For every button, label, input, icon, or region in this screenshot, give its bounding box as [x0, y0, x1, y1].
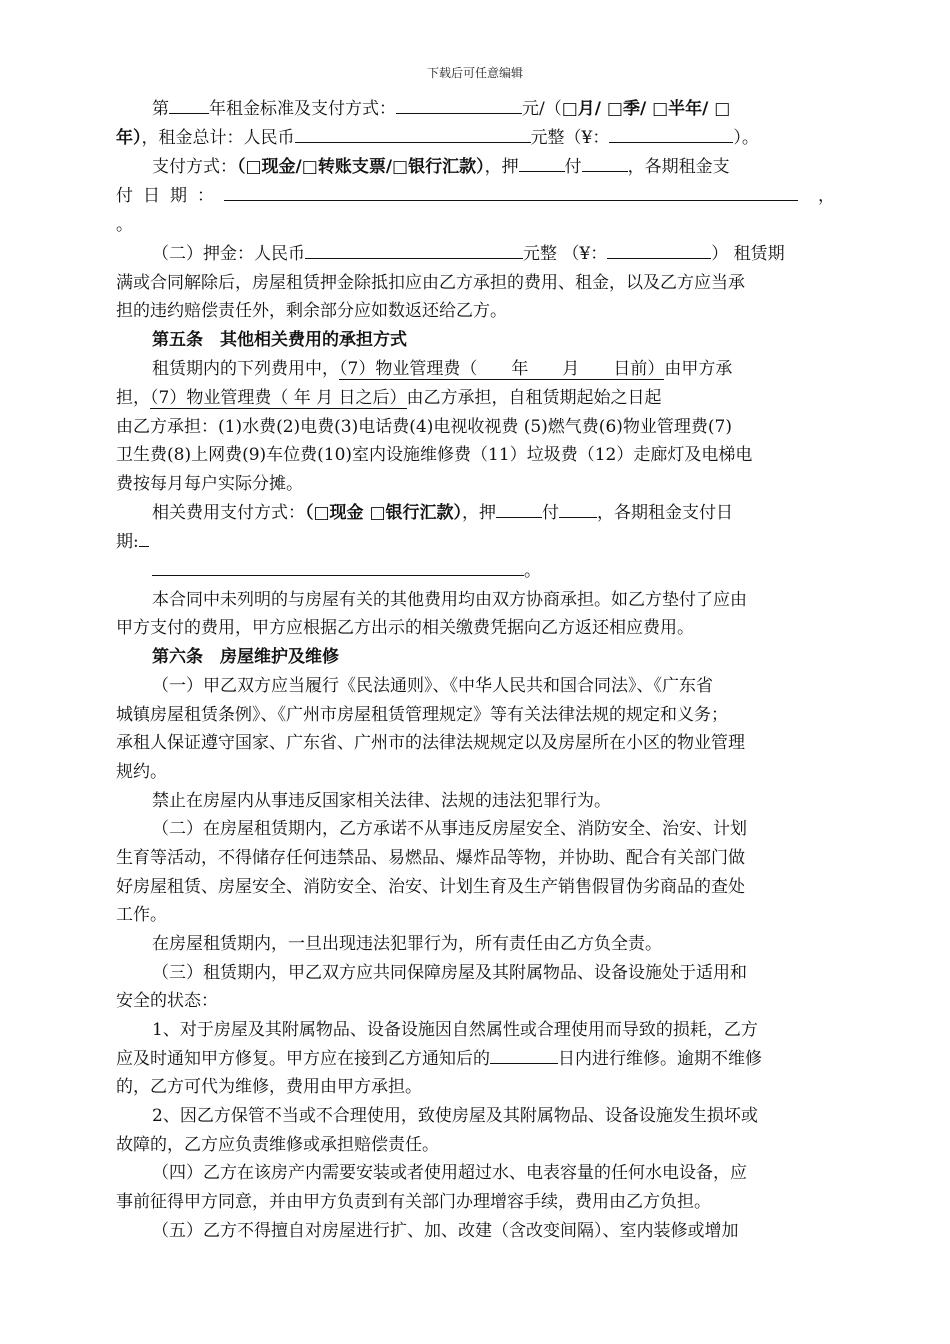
rent-total-number-blank[interactable] [609, 125, 733, 143]
page-header-note: 下载后可任意编辑 [426, 66, 523, 80]
article-6-heading: 第六条 房屋维护及维修 [152, 647, 339, 667]
text: ，押 [484, 157, 519, 177]
text: 元/（ [522, 99, 562, 119]
text: ，各期租金支 [627, 157, 730, 177]
payment-date-blank[interactable] [224, 183, 798, 201]
text: 支付方式： [152, 157, 237, 177]
year-number-blank[interactable] [169, 96, 209, 114]
paragraph-line: 由乙方承担：(1)水费(2)电费(3)电话费(4)电视收视费 (5)燃气费(6)物业管理费(7) [116, 417, 732, 437]
period-options: □月/ □季/ □半年/ □ [561, 99, 731, 119]
text: 由甲方承 [664, 359, 733, 379]
rent-total-blank[interactable] [295, 125, 531, 143]
article-5-heading: 第五条 其他相关费用的承担方式 [152, 330, 407, 350]
paragraph-line: 2、因乙方保管不当或不合理使用，致使房屋及其附属物品、设备设施发生损坏或 [152, 1106, 758, 1126]
deposit-months-blank[interactable] [496, 500, 542, 518]
paragraph-line: 故障的，乙方应负责维修或承担赔偿责任。 [116, 1135, 439, 1155]
payment-options: （□现金 □银行汇款） [305, 503, 463, 523]
paragraph-line: 费按每月每户实际分摊。 [116, 474, 303, 494]
paragraph-line: （三）租赁期内，甲乙双方应共同保障房屋及其附属物品、设备设施处于适用和 [152, 963, 747, 983]
text: 日内进行维修。逾期不维修 [558, 1049, 762, 1069]
fee-line [152, 356, 732, 382]
text: 应及时通知甲方修复。甲方应在接到乙方通知后的 [116, 1049, 490, 1069]
text: （二）押金：人民币 [152, 244, 305, 264]
paragraph-line: （二）在房屋租赁期内，乙方承诺不从事违反房屋安全、消防安全、治安、计划 [152, 819, 747, 839]
paragraph-line: 安全的状态： [116, 991, 218, 1011]
rent-amount-blank[interactable] [396, 96, 522, 114]
paragraph-line: （一）甲乙双方应当履行《民法通则》、《中华人民共和国合同法》、《广东省 [152, 676, 713, 696]
paragraph-line: 好房屋租赁、房屋安全、消防安全、治安、计划生育及生产销售假冒伪劣商品的查处 [116, 877, 745, 897]
related-fee-date-line [116, 529, 149, 555]
pay-months-blank[interactable] [559, 500, 597, 518]
payment-options: （□现金/□转账支票/□银行汇款） [237, 157, 485, 177]
deposit-line [152, 241, 785, 267]
text: 付 [542, 503, 560, 523]
paragraph-line: 的，乙方可代为维修，费用由甲方承担。 [116, 1077, 422, 1097]
payment-date-line [116, 183, 835, 209]
rent-total-line [116, 125, 759, 151]
paragraph-line: 承租人保证遵守国家、广东省、广州市的法律法规规定以及房屋所在小区的物业管理 [116, 733, 745, 753]
underlined-fee: （7）物业管理费（ 年 月 日之后） [150, 388, 407, 408]
paragraph-line: 甲方支付的费用，甲方应根据乙方出示的相关缴费凭据向乙方返还相应费用。 [116, 618, 694, 638]
text: 相关费用支付方式： [152, 503, 305, 523]
fee-line [116, 385, 662, 411]
date-blank[interactable] [152, 558, 524, 576]
paragraph-line: 本合同中未列明的与房屋有关的其他费用均由双方协商承担。如乙方垫付了应由 [152, 590, 747, 610]
date-blank-start[interactable] [139, 529, 149, 547]
pay-months-blank[interactable] [582, 154, 628, 172]
text: 付日期： [116, 186, 224, 206]
paragraph-line: 在房屋租赁期内，一旦出现违法犯罪行为，所有责任由乙方负全责。 [152, 934, 662, 954]
text: ，各期租金支付日 [597, 503, 734, 523]
paragraph-line: 工作。 [116, 905, 167, 925]
text: 元整（¥： [530, 128, 610, 148]
text: 租赁期内的下列费用中， [152, 359, 339, 379]
paragraph-line: 规约。 [116, 762, 167, 782]
text: 元整 （¥： [523, 244, 608, 264]
text: 由乙方承担，自租赁期起始之日起 [406, 388, 662, 408]
paragraph-line: 满或合同解除后，房屋租赁押金除抵扣应由乙方承担的费用、租金，以及乙方应当承 [116, 273, 745, 293]
paragraph-line: 事前征得甲方同意，并由甲方负责到有关部门办理增容手续，费用由乙方负担。 [116, 1192, 711, 1212]
paragraph-line: 1、对于房屋及其附属物品、设备设施因自然属性或合理使用而导致的损耗，乙方 [152, 1020, 758, 1040]
related-fee-date-continued [152, 558, 541, 584]
related-fee-payment-line [152, 500, 733, 526]
text: ， [818, 186, 835, 206]
text: ）。 [733, 128, 759, 148]
text: 第 [152, 99, 169, 119]
text: 付 [564, 157, 582, 177]
period-mark: 。 [116, 215, 133, 235]
paragraph-line: （四）乙方在该房产内需要安装或者使用超过水、电表容量的任何水电设备，应 [152, 1163, 747, 1183]
text: 期: [116, 532, 139, 552]
deposit-amount-blank[interactable] [305, 241, 523, 259]
text: ） 租赁期 [711, 244, 785, 264]
paragraph-line: 担的违约赔偿责任外，剩余部分应如数返还给乙方。 [116, 301, 507, 321]
text: ，租金总计：人民币 [141, 128, 295, 148]
rent-standard-line [152, 96, 730, 122]
repair-days-line [116, 1046, 762, 1072]
text: 。 [524, 561, 541, 581]
paragraph-line: 禁止在房屋内从事违反国家相关法律、法规的违法犯罪行为。 [152, 791, 611, 811]
payment-method-line [152, 154, 730, 180]
underlined-fee: （7）物业管理费（ 年 月 日前） [339, 359, 665, 379]
text: ，押 [462, 503, 497, 523]
deposit-months-blank[interactable] [519, 154, 565, 172]
deposit-number-blank[interactable] [607, 241, 711, 259]
repair-days-blank[interactable] [490, 1046, 558, 1064]
text: 年） [116, 128, 142, 148]
text: 担， [116, 388, 150, 408]
paragraph-line: （五）乙方不得擅自对房屋进行扩、加、改建（含改变间隔）、室内装修或增加 [152, 1221, 739, 1241]
paragraph-line: 生育等活动，不得储存任何违禁品、易燃品、爆炸品等物，并协助、配合有关部门做 [116, 848, 745, 868]
paragraph-line: 卫生费(8)上网费(9)车位费(10)室内设施维修费（11）垃圾费（12）走廊灯及电梯电 [116, 445, 753, 465]
text: 年租金标准及支付方式： [209, 99, 396, 119]
paragraph-line: 城镇房屋租赁条例》、《广州市房屋租赁管理规定》等有关法律法规的规定和义务； [116, 705, 728, 725]
